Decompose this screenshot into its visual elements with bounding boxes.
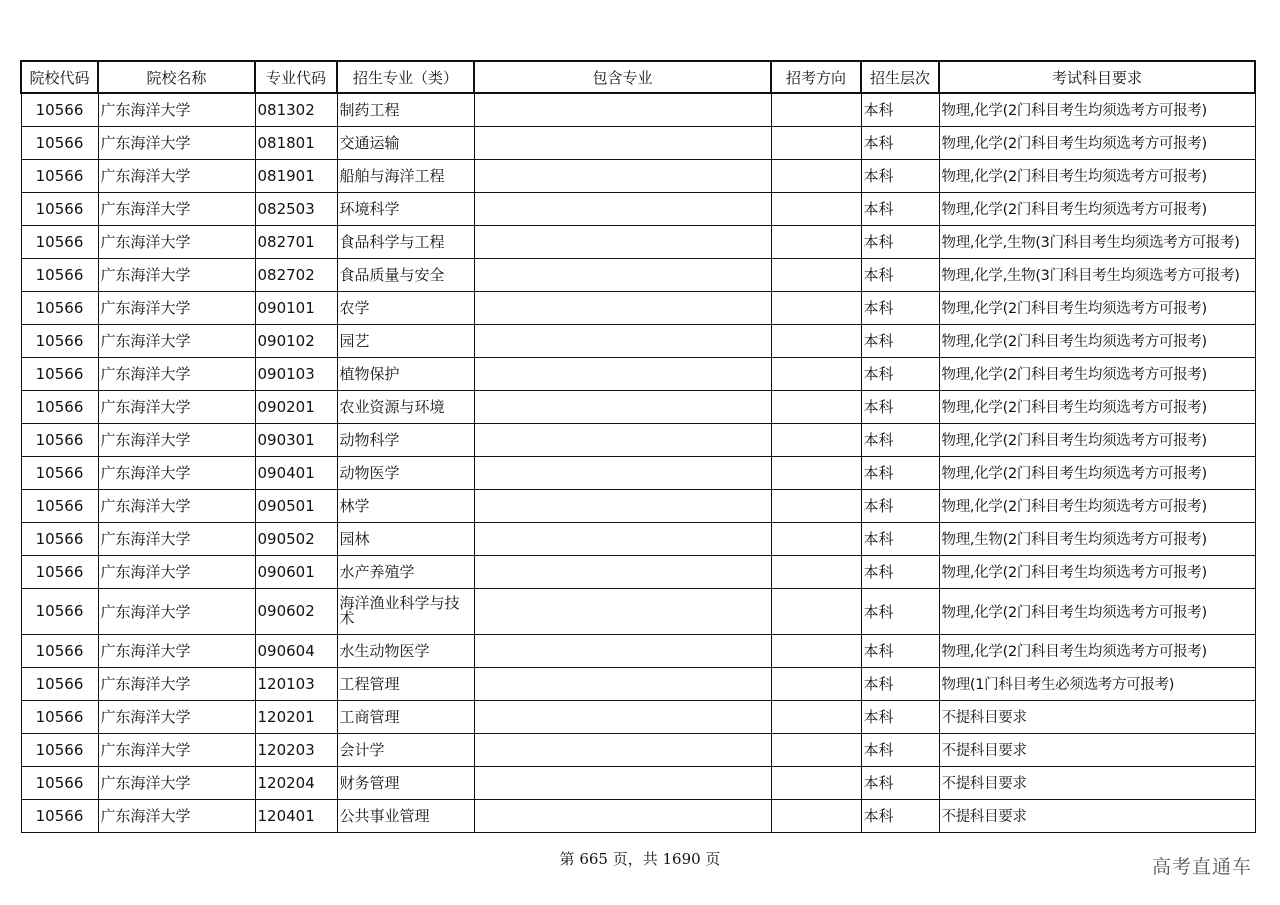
cell-major: 会计学	[337, 733, 474, 766]
cell-direction	[771, 555, 861, 588]
table-row	[21, 159, 1255, 192]
cell-direction	[771, 258, 861, 291]
cell-school-code: 10566	[21, 291, 98, 324]
cell-direction	[771, 588, 861, 634]
cell-school-name: 广东海洋大学	[98, 93, 255, 126]
cell-subject-requirements: 物理,化学(2门科目考生均须选考方可报考)	[939, 324, 1255, 357]
cell-school-code: 10566	[21, 456, 98, 489]
cell-school-name: 广东海洋大学	[98, 588, 255, 634]
cell-direction	[771, 324, 861, 357]
cell-direction	[771, 291, 861, 324]
cell-major: 公共事业管理	[337, 799, 474, 832]
cell-major: 水产养殖学	[337, 555, 474, 588]
header-school-code: 院校代码	[21, 61, 98, 93]
cell-school-code: 10566	[21, 700, 98, 733]
cell-major: 园艺	[337, 324, 474, 357]
table-row	[21, 456, 1255, 489]
cell-school-code: 10566	[21, 634, 98, 667]
cell-direction	[771, 93, 861, 126]
cell-major: 工程管理	[337, 667, 474, 700]
cell-school-name: 广东海洋大学	[98, 667, 255, 700]
cell-major-code: 090602	[255, 588, 337, 634]
cell-school-code: 10566	[21, 555, 98, 588]
table-row	[21, 291, 1255, 324]
cell-major-code: 090102	[255, 324, 337, 357]
cell-school-name: 广东海洋大学	[98, 390, 255, 423]
cell-major: 园林	[337, 522, 474, 555]
cell-major-code: 090401	[255, 456, 337, 489]
cell-major: 交通运输	[337, 126, 474, 159]
cell-subject-requirements: 物理,化学(2门科目考生均须选考方可报考)	[939, 456, 1255, 489]
cell-included-majors	[474, 93, 771, 126]
cell-major: 船舶与海洋工程	[337, 159, 474, 192]
cell-direction	[771, 390, 861, 423]
cell-school-name: 广东海洋大学	[98, 258, 255, 291]
cell-included-majors	[474, 634, 771, 667]
cell-level: 本科	[861, 733, 939, 766]
cell-major: 农业资源与环境	[337, 390, 474, 423]
cell-subject-requirements: 物理,化学(2门科目考生均须选考方可报考)	[939, 588, 1255, 634]
cell-level: 本科	[861, 423, 939, 456]
cell-direction	[771, 700, 861, 733]
table-row	[21, 423, 1255, 456]
cell-school-code: 10566	[21, 225, 98, 258]
cell-school-name: 广东海洋大学	[98, 634, 255, 667]
cell-school-code: 10566	[21, 324, 98, 357]
table-row	[21, 700, 1255, 733]
cell-included-majors	[474, 489, 771, 522]
cell-level: 本科	[861, 700, 939, 733]
cell-level: 本科	[861, 291, 939, 324]
cell-school-code: 10566	[21, 667, 98, 700]
cell-direction	[771, 634, 861, 667]
cell-major-code: 082702	[255, 258, 337, 291]
table-row	[21, 390, 1255, 423]
cell-school-code: 10566	[21, 588, 98, 634]
cell-major-code: 081901	[255, 159, 337, 192]
cell-direction	[771, 667, 861, 700]
cell-level: 本科	[861, 555, 939, 588]
cell-school-code: 10566	[21, 159, 98, 192]
cell-school-name: 广东海洋大学	[98, 357, 255, 390]
cell-subject-requirements: 物理,化学(2门科目考生均须选考方可报考)	[939, 390, 1255, 423]
cell-level: 本科	[861, 522, 939, 555]
header-direction: 招考方向	[771, 61, 861, 93]
cell-subject-requirements: 物理,化学(2门科目考生均须选考方可报考)	[939, 357, 1255, 390]
cell-included-majors	[474, 357, 771, 390]
cell-direction	[771, 159, 861, 192]
cell-major: 食品质量与安全	[337, 258, 474, 291]
cell-major-code: 090103	[255, 357, 337, 390]
cell-school-code: 10566	[21, 357, 98, 390]
cell-included-majors	[474, 456, 771, 489]
cell-school-name: 广东海洋大学	[98, 159, 255, 192]
cell-school-code: 10566	[21, 522, 98, 555]
cell-included-majors	[474, 192, 771, 225]
cell-subject-requirements: 物理,化学(2门科目考生均须选考方可报考)	[939, 634, 1255, 667]
cell-school-name: 广东海洋大学	[98, 192, 255, 225]
table-row	[21, 522, 1255, 555]
cell-school-name: 广东海洋大学	[98, 555, 255, 588]
cell-direction	[771, 456, 861, 489]
cell-major-code: 082701	[255, 225, 337, 258]
cell-school-name: 广东海洋大学	[98, 700, 255, 733]
cell-level: 本科	[861, 588, 939, 634]
cell-major-code: 090502	[255, 522, 337, 555]
cell-level: 本科	[861, 192, 939, 225]
cell-included-majors	[474, 799, 771, 832]
cell-level: 本科	[861, 126, 939, 159]
cell-school-code: 10566	[21, 766, 98, 799]
cell-subject-requirements: 物理,化学(2门科目考生均须选考方可报考)	[939, 291, 1255, 324]
cell-major: 动物科学	[337, 423, 474, 456]
cell-subject-requirements: 不提科目要求	[939, 766, 1255, 799]
cell-school-name: 广东海洋大学	[98, 799, 255, 832]
table-row	[21, 799, 1255, 832]
table-row	[21, 324, 1255, 357]
cell-major-code: 120201	[255, 700, 337, 733]
cell-level: 本科	[861, 766, 939, 799]
cell-level: 本科	[861, 634, 939, 667]
cell-major: 制药工程	[337, 93, 474, 126]
table-row	[21, 555, 1255, 588]
cell-direction	[771, 192, 861, 225]
cell-direction	[771, 126, 861, 159]
cell-major-code: 120203	[255, 733, 337, 766]
cell-major: 财务管理	[337, 766, 474, 799]
header-school-name: 院校名称	[98, 61, 255, 93]
header-subject-requirements: 考试科目要求	[939, 61, 1255, 93]
cell-level: 本科	[861, 489, 939, 522]
cell-direction	[771, 799, 861, 832]
cell-school-name: 广东海洋大学	[98, 489, 255, 522]
cell-major-code: 081801	[255, 126, 337, 159]
cell-major: 农学	[337, 291, 474, 324]
cell-included-majors	[474, 667, 771, 700]
cell-major: 工商管理	[337, 700, 474, 733]
watermark: 高考直通车	[1151, 856, 1252, 878]
cell-subject-requirements: 物理(1门科目考生必须选考方可报考)	[939, 667, 1255, 700]
table-header-row	[21, 61, 1255, 93]
cell-major-code: 090101	[255, 291, 337, 324]
header-major: 招生专业（类）	[337, 61, 474, 93]
cell-level: 本科	[861, 258, 939, 291]
cell-major-code: 090501	[255, 489, 337, 522]
cell-subject-requirements: 物理,化学,生物(3门科目考生均须选考方可报考)	[939, 225, 1255, 258]
cell-included-majors	[474, 700, 771, 733]
cell-subject-requirements: 物理,化学(2门科目考生均须选考方可报考)	[939, 192, 1255, 225]
cell-level: 本科	[861, 456, 939, 489]
table-row	[21, 93, 1255, 126]
cell-level: 本科	[861, 225, 939, 258]
cell-subject-requirements: 物理,化学(2门科目考生均须选考方可报考)	[939, 423, 1255, 456]
cell-school-code: 10566	[21, 733, 98, 766]
table-row	[21, 225, 1255, 258]
cell-level: 本科	[861, 390, 939, 423]
cell-direction	[771, 766, 861, 799]
cell-school-name: 广东海洋大学	[98, 766, 255, 799]
cell-included-majors	[474, 258, 771, 291]
cell-major-code: 090201	[255, 390, 337, 423]
cell-school-code: 10566	[21, 192, 98, 225]
cell-subject-requirements: 不提科目要求	[939, 733, 1255, 766]
table-row	[21, 489, 1255, 522]
cell-major-code: 120103	[255, 667, 337, 700]
table-body	[21, 93, 1255, 832]
cell-school-name: 广东海洋大学	[98, 522, 255, 555]
cell-direction	[771, 225, 861, 258]
cell-included-majors	[474, 126, 771, 159]
table-row	[21, 667, 1255, 700]
cell-subject-requirements: 物理,化学(2门科目考生均须选考方可报考)	[939, 126, 1255, 159]
cell-included-majors	[474, 588, 771, 634]
cell-direction	[771, 522, 861, 555]
cell-included-majors	[474, 159, 771, 192]
cell-school-code: 10566	[21, 423, 98, 456]
table-row	[21, 733, 1255, 766]
cell-included-majors	[474, 390, 771, 423]
cell-major: 林学	[337, 489, 474, 522]
cell-major: 植物保护	[337, 357, 474, 390]
cell-subject-requirements: 物理,化学,生物(3门科目考生均须选考方可报考)	[939, 258, 1255, 291]
cell-major: 动物医学	[337, 456, 474, 489]
cell-school-code: 10566	[21, 390, 98, 423]
header-major-code: 专业代码	[255, 61, 337, 93]
cell-major-code: 090601	[255, 555, 337, 588]
cell-included-majors	[474, 766, 771, 799]
cell-major: 环境科学	[337, 192, 474, 225]
cell-included-majors	[474, 225, 771, 258]
cell-level: 本科	[861, 159, 939, 192]
cell-major-code: 120401	[255, 799, 337, 832]
table-row	[21, 258, 1255, 291]
cell-school-name: 广东海洋大学	[98, 324, 255, 357]
cell-level: 本科	[861, 667, 939, 700]
cell-school-code: 10566	[21, 93, 98, 126]
cell-included-majors	[474, 522, 771, 555]
cell-direction	[771, 357, 861, 390]
cell-school-name: 广东海洋大学	[98, 225, 255, 258]
admissions-table	[20, 60, 1256, 833]
cell-major: 水生动物医学	[337, 634, 474, 667]
cell-school-name: 广东海洋大学	[98, 423, 255, 456]
cell-major-code: 081302	[255, 93, 337, 126]
cell-school-code: 10566	[21, 126, 98, 159]
cell-subject-requirements: 物理,化学(2门科目考生均须选考方可报考)	[939, 159, 1255, 192]
cell-direction	[771, 423, 861, 456]
cell-included-majors	[474, 291, 771, 324]
header-included-majors: 包含专业	[474, 61, 771, 93]
cell-level: 本科	[861, 93, 939, 126]
table-row	[21, 192, 1255, 225]
cell-school-name: 广东海洋大学	[98, 456, 255, 489]
cell-subject-requirements: 物理,化学(2门科目考生均须选考方可报考)	[939, 489, 1255, 522]
cell-school-name: 广东海洋大学	[98, 126, 255, 159]
cell-school-code: 10566	[21, 489, 98, 522]
cell-level: 本科	[861, 324, 939, 357]
cell-subject-requirements: 物理,化学(2门科目考生均须选考方可报考)	[939, 93, 1255, 126]
cell-major: 食品科学与工程	[337, 225, 474, 258]
cell-included-majors	[474, 324, 771, 357]
cell-school-code: 10566	[21, 258, 98, 291]
cell-included-majors	[474, 423, 771, 456]
cell-direction	[771, 489, 861, 522]
table-row	[21, 588, 1255, 634]
cell-major-code: 082503	[255, 192, 337, 225]
cell-subject-requirements: 不提科目要求	[939, 799, 1255, 832]
cell-included-majors	[474, 733, 771, 766]
table-row	[21, 357, 1255, 390]
cell-subject-requirements: 不提科目要求	[939, 700, 1255, 733]
cell-school-name: 广东海洋大学	[98, 291, 255, 324]
cell-school-name: 广东海洋大学	[98, 733, 255, 766]
page-number: 第 665 页，共 1690 页	[559, 850, 721, 868]
cell-direction	[771, 733, 861, 766]
cell-major: 海洋渔业科学与技术	[337, 588, 474, 634]
cell-subject-requirements: 物理,化学(2门科目考生均须选考方可报考)	[939, 555, 1255, 588]
cell-included-majors	[474, 555, 771, 588]
table-row	[21, 766, 1255, 799]
cell-school-code: 10566	[21, 799, 98, 832]
cell-major-code: 090301	[255, 423, 337, 456]
cell-major-code: 120204	[255, 766, 337, 799]
cell-major-code: 090604	[255, 634, 337, 667]
cell-subject-requirements: 物理,生物(2门科目考生均须选考方可报考)	[939, 522, 1255, 555]
cell-level: 本科	[861, 799, 939, 832]
table-row	[21, 634, 1255, 667]
table-row	[21, 126, 1255, 159]
header-level: 招生层次	[861, 61, 939, 93]
cell-level: 本科	[861, 357, 939, 390]
